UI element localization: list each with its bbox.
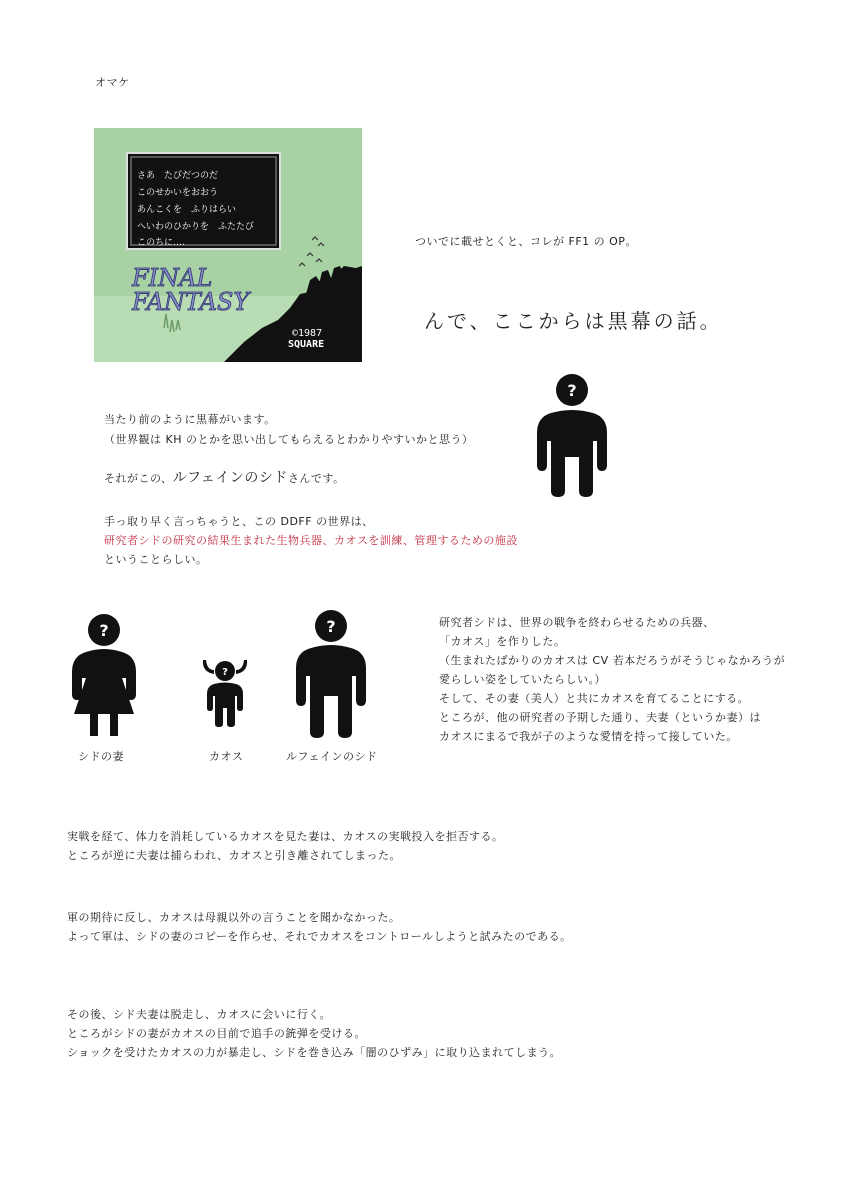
intro-line-4: 手っ取り早く言っちゃうと、この DDFF の世界は、 <box>104 515 374 528</box>
wife-caption: シドの妻 <box>78 750 124 763</box>
story1-line-6: ところが、他の研究者の予期した通り、夫妻（というか妻）は <box>439 711 761 724</box>
story4-line-1: その後、シド夫妻は脱走し、カオスに会いに行く。 <box>67 1008 332 1021</box>
publisher-text: SQUARE <box>288 339 325 350</box>
story1-line-5: そして、その妻（美人）と共にカオスを育てることにする。 <box>439 692 750 705</box>
svg-text:?: ? <box>326 617 336 636</box>
story4-line-3: ショックを受けたカオスの力が暴走し、シドを巻き込み「闇のひずみ」に取り込まれてしまう。 <box>67 1046 562 1059</box>
cid-figure <box>296 608 372 744</box>
story1-line-4: 愛らしい姿をしていたらしい。） <box>439 673 606 686</box>
story1-line-1: 研究者シドは、世界の戦争を終わらせるための兵器、 <box>439 616 715 629</box>
story2-line-2: ところが逆に夫妻は捕らわれ、カオスと引き離されてしまった。 <box>67 849 402 862</box>
intro-line-2: （世界観は KH のとかを思い出してもらえるとわかりやすいかと思う） <box>104 433 474 446</box>
dialog-line-2: このせかいをおおう <box>137 188 219 198</box>
dialog-line-5: このちに‥‥ <box>137 238 186 248</box>
story3-line-1: 軍の期待に反し、カオスは母親以外の言うことを聞かなかった。 <box>67 911 401 924</box>
cid-caption: ルフェインのシド <box>286 750 378 763</box>
section-heading: んで、ここからは黒幕の話。 <box>424 309 723 333</box>
svg-text:?: ? <box>99 621 109 640</box>
ff1-opening-screenshot <box>94 128 362 362</box>
wife-figure <box>66 610 142 742</box>
chaos-caption: カオス <box>209 750 244 763</box>
story3-line-2: よって軍は、シドの妻のコピーを作らせ、それでカオスをコントロールしようと試みたのである。 <box>67 930 572 943</box>
copyright-text: ©1987 <box>292 328 323 339</box>
svg-text:?: ? <box>567 381 577 400</box>
svg-text:?: ? <box>222 667 228 678</box>
intro-line-5-highlight: 研究者シドの研究の結果生まれた生物兵器、カオスを訓練、管理するための施設 <box>104 534 518 547</box>
intro-line-3: それがこの、ルフェインのシドさんです。 <box>104 470 345 486</box>
chaos-figure <box>200 656 250 732</box>
story1-line-3: （生まれたばかりのカオスは CV 若本だろうがそうじゃなかろうが <box>439 654 786 667</box>
story1-line-2: 「カオス」を作りした。 <box>439 635 566 648</box>
cid-name: ルフェインのシド <box>172 470 288 486</box>
cid-figure-large <box>533 373 613 502</box>
page-label: オマケ <box>95 76 130 89</box>
intro-line-1: 当たり前のように黒幕がいます。 <box>104 413 276 426</box>
story1-line-7: カオスにまるで我が子のような愛情を持って接していた。 <box>439 730 738 743</box>
logo-final: FINAL <box>132 264 213 292</box>
dialog-line-1: さあ たびだつのだ <box>137 171 219 181</box>
story4-line-2: ところがシドの妻がカオスの目前で追手の銃弾を受ける。 <box>67 1027 366 1040</box>
story2-line-1: 実戦を経て、体力を消耗しているカオスを見た妻は、カオスの実戦投入を拒否する。 <box>67 830 504 843</box>
logo-fantasy: FANTASY <box>132 288 250 316</box>
dialog-line-4: へいわのひかりを ふたたび <box>137 222 255 232</box>
intro-line-6: ということらしい。 <box>104 553 208 566</box>
op-caption: ついでに載せとくと、コレが FF1 の OP。 <box>415 235 637 248</box>
dialog-line-3: あんこくを ふりはらい <box>137 205 237 215</box>
